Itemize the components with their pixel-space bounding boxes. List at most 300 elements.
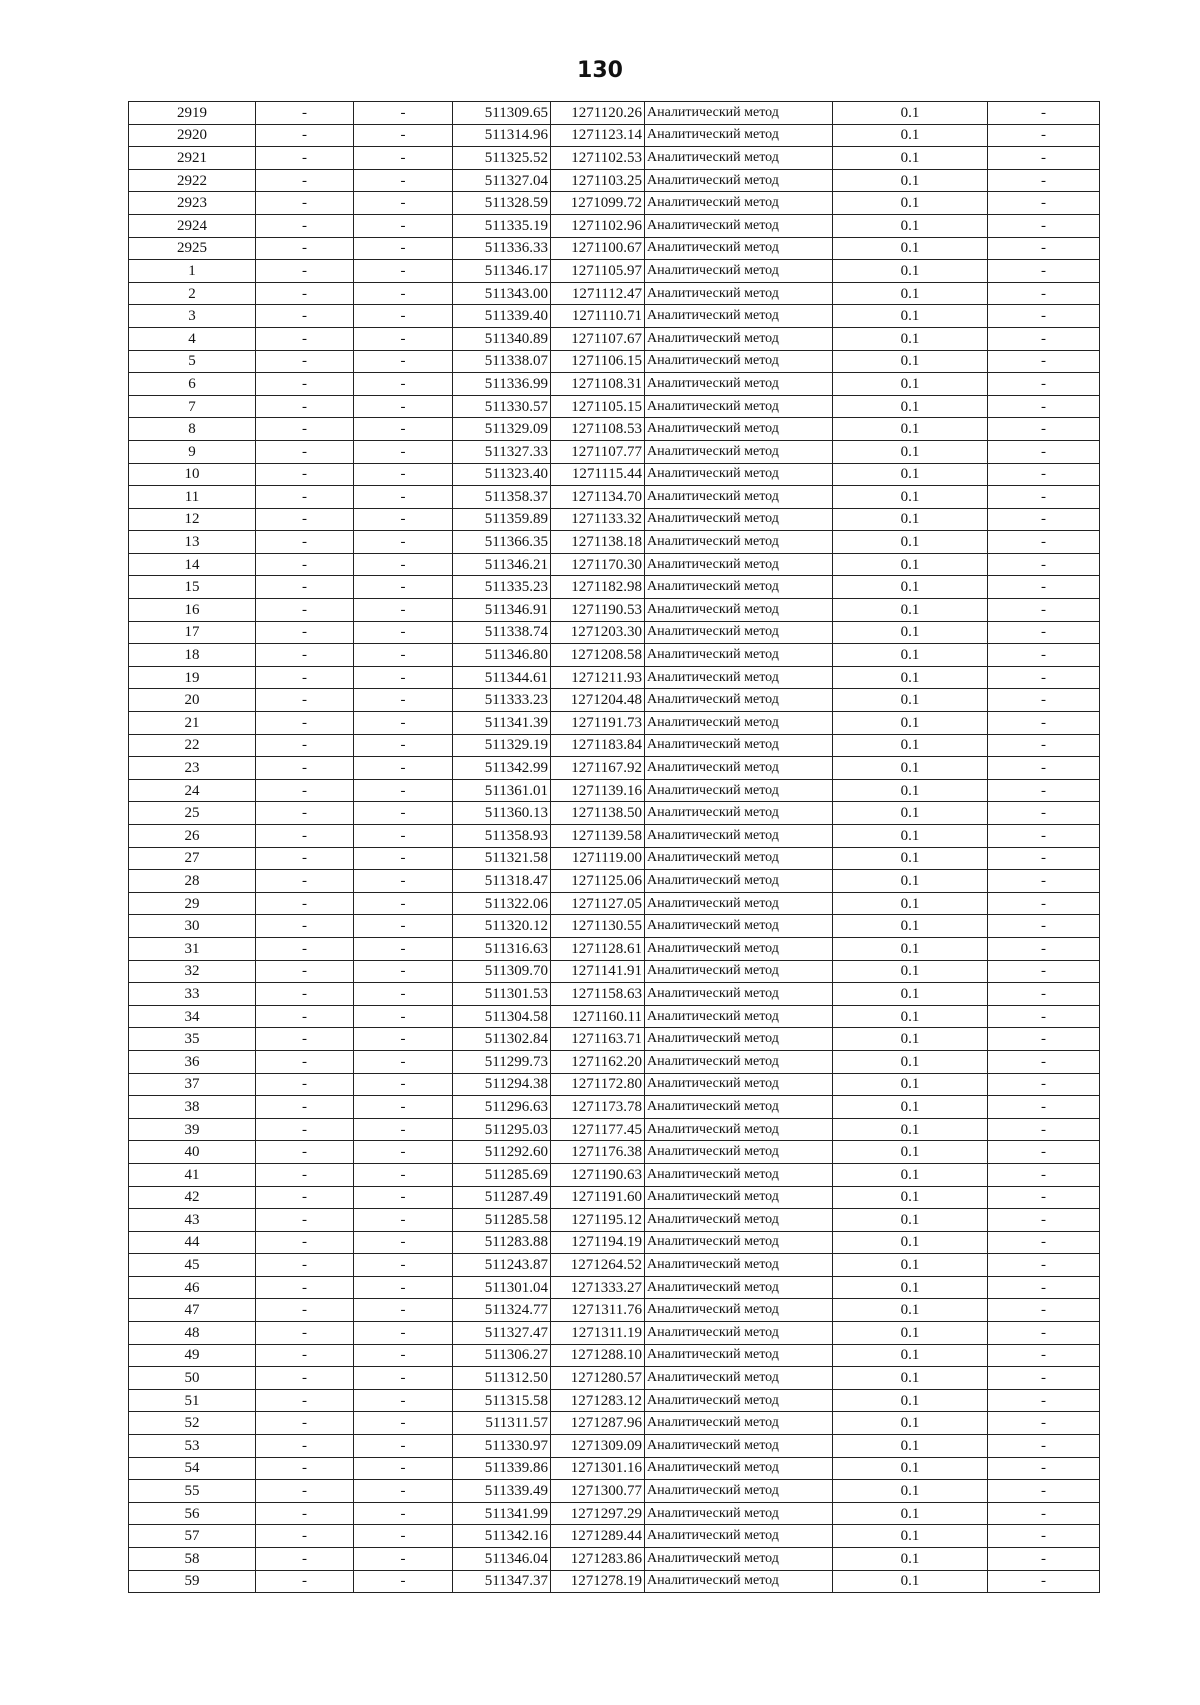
dash-cell: - <box>988 1254 1100 1277</box>
dash-cell: - <box>988 1299 1100 1322</box>
dash-cell: - <box>354 418 453 441</box>
point-number-cell: 1 <box>129 260 256 283</box>
dash-cell: - <box>256 1209 354 1232</box>
accuracy-cell: 0.1 <box>833 237 988 260</box>
dash-cell: - <box>988 734 1100 757</box>
dash-cell: - <box>354 1502 453 1525</box>
x-coordinate-cell: 511314.96 <box>453 124 551 147</box>
dash-cell: - <box>354 373 453 396</box>
accuracy-cell: 0.1 <box>833 937 988 960</box>
y-coordinate-cell: 1271107.67 <box>551 327 645 350</box>
dash-cell: - <box>354 192 453 215</box>
table-row <box>129 712 1100 735</box>
y-coordinate-cell: 1271127.05 <box>551 892 645 915</box>
y-coordinate-cell: 1271108.31 <box>551 373 645 396</box>
table-row <box>129 305 1100 328</box>
accuracy-cell: 0.1 <box>833 825 988 848</box>
dash-cell: - <box>256 1163 354 1186</box>
method-cell: Аналитический метод <box>645 847 833 870</box>
dash-cell: - <box>354 1570 453 1593</box>
method-cell: Аналитический метод <box>645 327 833 350</box>
point-number-cell: 44 <box>129 1231 256 1254</box>
y-coordinate-cell: 1271102.53 <box>551 147 645 170</box>
table-row <box>129 373 1100 396</box>
accuracy-cell: 0.1 <box>833 644 988 667</box>
dash-cell: - <box>354 915 453 938</box>
dash-cell: - <box>988 1548 1100 1571</box>
accuracy-cell: 0.1 <box>833 1028 988 1051</box>
accuracy-cell: 0.1 <box>833 1254 988 1277</box>
point-number-cell: 48 <box>129 1322 256 1345</box>
table-row <box>129 1548 1100 1571</box>
dash-cell: - <box>256 802 354 825</box>
point-number-cell: 40 <box>129 1141 256 1164</box>
accuracy-cell: 0.1 <box>833 124 988 147</box>
dash-cell: - <box>988 1028 1100 1051</box>
dash-cell: - <box>354 870 453 893</box>
y-coordinate-cell: 1271170.30 <box>551 553 645 576</box>
dash-cell: - <box>354 1141 453 1164</box>
method-cell: Аналитический метод <box>645 1118 833 1141</box>
accuracy-cell: 0.1 <box>833 1502 988 1525</box>
point-number-cell: 32 <box>129 960 256 983</box>
point-number-cell: 51 <box>129 1389 256 1412</box>
table-row <box>129 847 1100 870</box>
point-number-cell: 27 <box>129 847 256 870</box>
dash-cell: - <box>354 553 453 576</box>
dash-cell: - <box>988 147 1100 170</box>
x-coordinate-cell: 511309.70 <box>453 960 551 983</box>
dash-cell: - <box>354 1548 453 1571</box>
point-number-cell: 2923 <box>129 192 256 215</box>
point-number-cell: 22 <box>129 734 256 757</box>
accuracy-cell: 0.1 <box>833 395 988 418</box>
method-cell: Аналитический метод <box>645 621 833 644</box>
x-coordinate-cell: 511360.13 <box>453 802 551 825</box>
dash-cell: - <box>988 124 1100 147</box>
method-cell: Аналитический метод <box>645 1548 833 1571</box>
dash-cell: - <box>256 1005 354 1028</box>
dash-cell: - <box>256 350 354 373</box>
method-cell: Аналитический метод <box>645 960 833 983</box>
method-cell: Аналитический метод <box>645 192 833 215</box>
accuracy-cell: 0.1 <box>833 214 988 237</box>
method-cell: Аналитический метод <box>645 644 833 667</box>
dash-cell: - <box>988 486 1100 509</box>
accuracy-cell: 0.1 <box>833 1050 988 1073</box>
y-coordinate-cell: 1271125.06 <box>551 870 645 893</box>
table-row <box>129 621 1100 644</box>
point-number-cell: 43 <box>129 1209 256 1232</box>
y-coordinate-cell: 1271191.60 <box>551 1186 645 1209</box>
point-number-cell: 39 <box>129 1118 256 1141</box>
accuracy-cell: 0.1 <box>833 192 988 215</box>
dash-cell: - <box>988 915 1100 938</box>
y-coordinate-cell: 1271289.44 <box>551 1525 645 1548</box>
dash-cell: - <box>988 463 1100 486</box>
x-coordinate-cell: 511294.38 <box>453 1073 551 1096</box>
dash-cell: - <box>256 282 354 305</box>
dash-cell: - <box>354 847 453 870</box>
dash-cell: - <box>988 870 1100 893</box>
method-cell: Аналитический метод <box>645 214 833 237</box>
method-cell: Аналитический метод <box>645 576 833 599</box>
table-row <box>129 260 1100 283</box>
x-coordinate-cell: 511287.49 <box>453 1186 551 1209</box>
y-coordinate-cell: 1271106.15 <box>551 350 645 373</box>
dash-cell: - <box>354 214 453 237</box>
dash-cell: - <box>354 1028 453 1051</box>
table-row <box>129 418 1100 441</box>
dash-cell: - <box>988 892 1100 915</box>
accuracy-cell: 0.1 <box>833 757 988 780</box>
dash-cell: - <box>256 825 354 848</box>
y-coordinate-cell: 1271300.77 <box>551 1480 645 1503</box>
dash-cell: - <box>256 1480 354 1503</box>
y-coordinate-cell: 1271288.10 <box>551 1344 645 1367</box>
dash-cell: - <box>988 1118 1100 1141</box>
table-row <box>129 327 1100 350</box>
y-coordinate-cell: 1271108.53 <box>551 418 645 441</box>
method-cell: Аналитический метод <box>645 237 833 260</box>
dash-cell: - <box>354 666 453 689</box>
table-row <box>129 192 1100 215</box>
accuracy-cell: 0.1 <box>833 915 988 938</box>
dash-cell: - <box>988 1050 1100 1073</box>
dash-cell: - <box>256 1344 354 1367</box>
dash-cell: - <box>256 689 354 712</box>
y-coordinate-cell: 1271204.48 <box>551 689 645 712</box>
dash-cell: - <box>256 1186 354 1209</box>
y-coordinate-cell: 1271160.11 <box>551 1005 645 1028</box>
table-row <box>129 1299 1100 1322</box>
accuracy-cell: 0.1 <box>833 1276 988 1299</box>
table-row <box>129 531 1100 554</box>
accuracy-cell: 0.1 <box>833 305 988 328</box>
y-coordinate-cell: 1271139.16 <box>551 779 645 802</box>
table-row <box>129 214 1100 237</box>
table-row <box>129 237 1100 260</box>
x-coordinate-cell: 511346.91 <box>453 599 551 622</box>
method-cell: Аналитический метод <box>645 102 833 125</box>
table-row <box>129 508 1100 531</box>
point-number-cell: 2 <box>129 282 256 305</box>
dash-cell: - <box>354 260 453 283</box>
dash-cell: - <box>988 1163 1100 1186</box>
dash-cell: - <box>354 1435 453 1458</box>
dash-cell: - <box>256 960 354 983</box>
table-row <box>129 1141 1100 1164</box>
accuracy-cell: 0.1 <box>833 576 988 599</box>
method-cell: Аналитический метод <box>645 463 833 486</box>
dash-cell: - <box>256 463 354 486</box>
accuracy-cell: 0.1 <box>833 418 988 441</box>
accuracy-cell: 0.1 <box>833 960 988 983</box>
dash-cell: - <box>354 1367 453 1390</box>
dash-cell: - <box>988 666 1100 689</box>
point-number-cell: 20 <box>129 689 256 712</box>
y-coordinate-cell: 1271107.77 <box>551 440 645 463</box>
accuracy-cell: 0.1 <box>833 1344 988 1367</box>
y-coordinate-cell: 1271173.78 <box>551 1096 645 1119</box>
x-coordinate-cell: 511311.57 <box>453 1412 551 1435</box>
table-row <box>129 1480 1100 1503</box>
table-row <box>129 282 1100 305</box>
point-number-cell: 17 <box>129 621 256 644</box>
method-cell: Аналитический метод <box>645 1480 833 1503</box>
dash-cell: - <box>354 486 453 509</box>
accuracy-cell: 0.1 <box>833 1209 988 1232</box>
accuracy-cell: 0.1 <box>833 1322 988 1345</box>
dash-cell: - <box>256 1367 354 1390</box>
x-coordinate-cell: 511339.86 <box>453 1457 551 1480</box>
x-coordinate-cell: 511301.04 <box>453 1276 551 1299</box>
dash-cell: - <box>256 576 354 599</box>
point-number-cell: 8 <box>129 418 256 441</box>
method-cell: Аналитический метод <box>645 373 833 396</box>
y-coordinate-cell: 1271163.71 <box>551 1028 645 1051</box>
point-number-cell: 28 <box>129 870 256 893</box>
dash-cell: - <box>256 373 354 396</box>
dash-cell: - <box>354 644 453 667</box>
method-cell: Аналитический метод <box>645 418 833 441</box>
point-number-cell: 42 <box>129 1186 256 1209</box>
accuracy-cell: 0.1 <box>833 1412 988 1435</box>
dash-cell: - <box>988 1141 1100 1164</box>
point-number-cell: 26 <box>129 825 256 848</box>
table-row <box>129 1028 1100 1051</box>
y-coordinate-cell: 1271301.16 <box>551 1457 645 1480</box>
y-coordinate-cell: 1271280.57 <box>551 1367 645 1390</box>
x-coordinate-cell: 511327.47 <box>453 1322 551 1345</box>
accuracy-cell: 0.1 <box>833 327 988 350</box>
dash-cell: - <box>354 1389 453 1412</box>
method-cell: Аналитический метод <box>645 305 833 328</box>
dash-cell: - <box>354 305 453 328</box>
y-coordinate-cell: 1271100.67 <box>551 237 645 260</box>
y-coordinate-cell: 1271120.26 <box>551 102 645 125</box>
x-coordinate-cell: 511322.06 <box>453 892 551 915</box>
table-row <box>129 1570 1100 1593</box>
dash-cell: - <box>354 1209 453 1232</box>
table-row <box>129 147 1100 170</box>
dash-cell: - <box>988 260 1100 283</box>
method-cell: Аналитический метод <box>645 486 833 509</box>
method-cell: Аналитический метод <box>645 666 833 689</box>
dash-cell: - <box>988 847 1100 870</box>
table-row <box>129 1073 1100 1096</box>
table-row <box>129 937 1100 960</box>
point-number-cell: 21 <box>129 712 256 735</box>
x-coordinate-cell: 511283.88 <box>453 1231 551 1254</box>
table-row <box>129 553 1100 576</box>
method-cell: Аналитический метод <box>645 1028 833 1051</box>
y-coordinate-cell: 1271099.72 <box>551 192 645 215</box>
dash-cell: - <box>256 666 354 689</box>
table-row <box>129 1502 1100 1525</box>
accuracy-cell: 0.1 <box>833 1525 988 1548</box>
accuracy-cell: 0.1 <box>833 1457 988 1480</box>
accuracy-cell: 0.1 <box>833 1118 988 1141</box>
y-coordinate-cell: 1271191.73 <box>551 712 645 735</box>
y-coordinate-cell: 1271283.12 <box>551 1389 645 1412</box>
y-coordinate-cell: 1271138.18 <box>551 531 645 554</box>
method-cell: Аналитический метод <box>645 124 833 147</box>
dash-cell: - <box>354 237 453 260</box>
accuracy-cell: 0.1 <box>833 802 988 825</box>
point-number-cell: 58 <box>129 1548 256 1571</box>
y-coordinate-cell: 1271176.38 <box>551 1141 645 1164</box>
dash-cell: - <box>256 1548 354 1571</box>
dash-cell: - <box>988 757 1100 780</box>
dash-cell: - <box>256 915 354 938</box>
y-coordinate-cell: 1271190.53 <box>551 599 645 622</box>
dash-cell: - <box>988 350 1100 373</box>
dash-cell: - <box>988 802 1100 825</box>
y-coordinate-cell: 1271297.29 <box>551 1502 645 1525</box>
dash-cell: - <box>256 937 354 960</box>
accuracy-cell: 0.1 <box>833 1389 988 1412</box>
dash-cell: - <box>988 102 1100 125</box>
method-cell: Аналитический метод <box>645 1231 833 1254</box>
dash-cell: - <box>988 1367 1100 1390</box>
table-row <box>129 1389 1100 1412</box>
dash-cell: - <box>354 395 453 418</box>
dash-cell: - <box>988 1457 1100 1480</box>
dash-cell: - <box>988 1231 1100 1254</box>
x-coordinate-cell: 511306.27 <box>453 1344 551 1367</box>
accuracy-cell: 0.1 <box>833 712 988 735</box>
dash-cell: - <box>988 214 1100 237</box>
point-number-cell: 18 <box>129 644 256 667</box>
x-coordinate-cell: 511328.59 <box>453 192 551 215</box>
accuracy-cell: 0.1 <box>833 102 988 125</box>
dash-cell: - <box>256 1141 354 1164</box>
method-cell: Аналитический метод <box>645 553 833 576</box>
y-coordinate-cell: 1271158.63 <box>551 983 645 1006</box>
dash-cell: - <box>354 350 453 373</box>
dash-cell: - <box>354 937 453 960</box>
method-cell: Аналитический метод <box>645 169 833 192</box>
accuracy-cell: 0.1 <box>833 508 988 531</box>
x-coordinate-cell: 511243.87 <box>453 1254 551 1277</box>
point-number-cell: 15 <box>129 576 256 599</box>
dash-cell: - <box>256 1412 354 1435</box>
accuracy-cell: 0.1 <box>833 147 988 170</box>
y-coordinate-cell: 1271183.84 <box>551 734 645 757</box>
accuracy-cell: 0.1 <box>833 621 988 644</box>
dash-cell: - <box>256 870 354 893</box>
dash-cell: - <box>988 1480 1100 1503</box>
point-number-cell: 19 <box>129 666 256 689</box>
dash-cell: - <box>354 1050 453 1073</box>
method-cell: Аналитический метод <box>645 915 833 938</box>
dash-cell: - <box>256 734 354 757</box>
method-cell: Аналитический метод <box>645 1163 833 1186</box>
point-number-cell: 30 <box>129 915 256 938</box>
point-number-cell: 36 <box>129 1050 256 1073</box>
point-number-cell: 52 <box>129 1412 256 1435</box>
dash-cell: - <box>256 779 354 802</box>
coordinates-table <box>128 101 1100 1593</box>
table-row <box>129 1367 1100 1390</box>
method-cell: Аналитический метод <box>645 1367 833 1390</box>
table-row <box>129 644 1100 667</box>
dash-cell: - <box>988 599 1100 622</box>
x-coordinate-cell: 511341.39 <box>453 712 551 735</box>
point-number-cell: 4 <box>129 327 256 350</box>
x-coordinate-cell: 511338.07 <box>453 350 551 373</box>
dash-cell: - <box>256 599 354 622</box>
x-coordinate-cell: 511299.73 <box>453 1050 551 1073</box>
method-cell: Аналитический метод <box>645 508 833 531</box>
dash-cell: - <box>354 779 453 802</box>
accuracy-cell: 0.1 <box>833 1548 988 1571</box>
y-coordinate-cell: 1271123.14 <box>551 124 645 147</box>
dash-cell: - <box>256 1457 354 1480</box>
x-coordinate-cell: 511346.04 <box>453 1548 551 1571</box>
dash-cell: - <box>988 576 1100 599</box>
x-coordinate-cell: 511330.57 <box>453 395 551 418</box>
method-cell: Аналитический метод <box>645 395 833 418</box>
method-cell: Аналитический метод <box>645 1525 833 1548</box>
method-cell: Аналитический метод <box>645 779 833 802</box>
dash-cell: - <box>354 463 453 486</box>
y-coordinate-cell: 1271105.97 <box>551 260 645 283</box>
point-number-cell: 12 <box>129 508 256 531</box>
dash-cell: - <box>256 237 354 260</box>
point-number-cell: 6 <box>129 373 256 396</box>
point-number-cell: 2922 <box>129 169 256 192</box>
y-coordinate-cell: 1271182.98 <box>551 576 645 599</box>
accuracy-cell: 0.1 <box>833 847 988 870</box>
dash-cell: - <box>354 757 453 780</box>
table-row <box>129 689 1100 712</box>
x-coordinate-cell: 511346.17 <box>453 260 551 283</box>
x-coordinate-cell: 511335.19 <box>453 214 551 237</box>
table-row <box>129 1322 1100 1345</box>
accuracy-cell: 0.1 <box>833 440 988 463</box>
accuracy-cell: 0.1 <box>833 463 988 486</box>
table-row <box>129 576 1100 599</box>
point-number-cell: 14 <box>129 553 256 576</box>
x-coordinate-cell: 511342.99 <box>453 757 551 780</box>
method-cell: Аналитический метод <box>645 1276 833 1299</box>
dash-cell: - <box>354 1322 453 1345</box>
y-coordinate-cell: 1271287.96 <box>551 1412 645 1435</box>
dash-cell: - <box>988 1322 1100 1345</box>
y-coordinate-cell: 1271128.61 <box>551 937 645 960</box>
table-row <box>129 1457 1100 1480</box>
point-number-cell: 2920 <box>129 124 256 147</box>
dash-cell: - <box>988 621 1100 644</box>
dash-cell: - <box>256 712 354 735</box>
dash-cell: - <box>256 553 354 576</box>
point-number-cell: 23 <box>129 757 256 780</box>
method-cell: Аналитический метод <box>645 531 833 554</box>
dash-cell: - <box>988 825 1100 848</box>
point-number-cell: 50 <box>129 1367 256 1390</box>
y-coordinate-cell: 1271134.70 <box>551 486 645 509</box>
method-cell: Аналитический метод <box>645 734 833 757</box>
dash-cell: - <box>354 1525 453 1548</box>
dash-cell: - <box>256 102 354 125</box>
table-row <box>129 779 1100 802</box>
x-coordinate-cell: 511321.58 <box>453 847 551 870</box>
y-coordinate-cell: 1271278.19 <box>551 1570 645 1593</box>
dash-cell: - <box>354 734 453 757</box>
accuracy-cell: 0.1 <box>833 1299 988 1322</box>
